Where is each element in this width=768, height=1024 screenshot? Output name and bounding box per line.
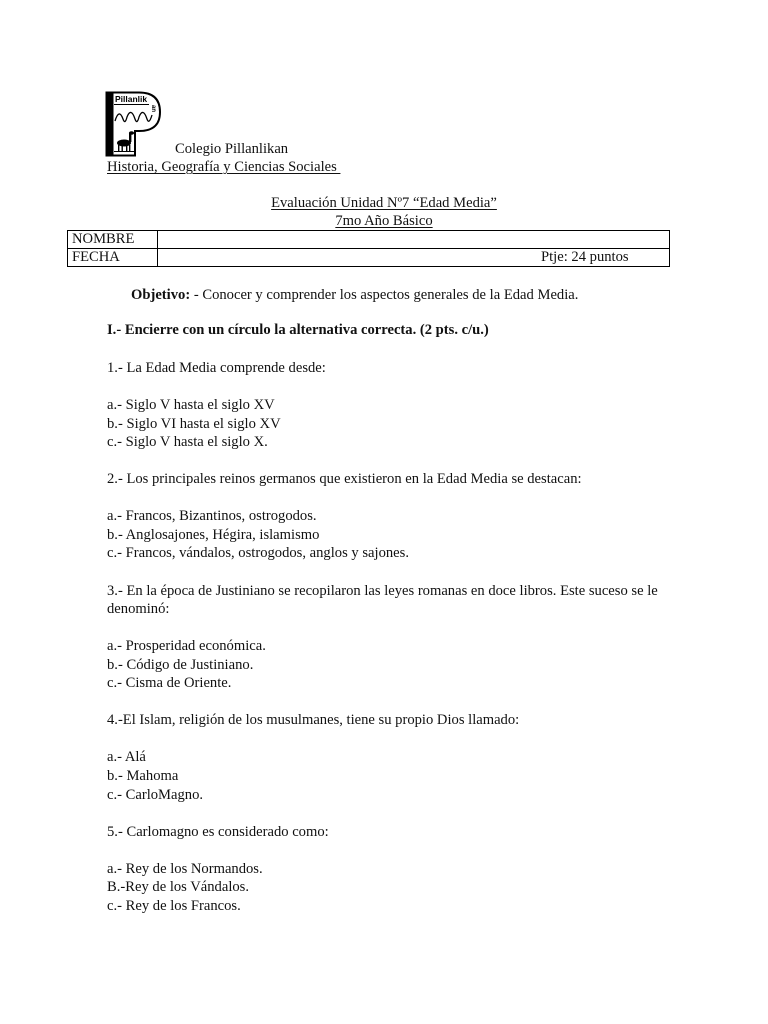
question-1 [107, 359, 677, 452]
logo-text-top: Pillanlik [115, 94, 148, 104]
option-b: b.- Siglo VI hasta el siglo XV [107, 415, 281, 432]
name-answer-cell [158, 231, 670, 249]
objective-text: - Conocer y comprender los aspectos generales de la Edad Media. [190, 287, 579, 303]
exam-grade-text: 7mo Año Básico [335, 213, 433, 229]
date-label: FECHA [68, 249, 158, 267]
option-c: c.- Cisma de Oriente. [107, 675, 232, 692]
option-a: a.- Alá [107, 749, 146, 766]
question-prompt: 3.- En la época de Justiniano se recopilaron las leyes romanas en doce libros. Este suceso se le denominó: [107, 582, 658, 618]
logo-text-side: an [150, 105, 156, 113]
question-list [107, 359, 677, 915]
option-list [107, 748, 677, 804]
exam-title [0, 194, 768, 212]
option-a: a.- Rey de los Normandos. [107, 860, 263, 877]
option-list [107, 860, 677, 916]
exam-grade [0, 212, 768, 230]
objective-label: Objetivo: [131, 287, 191, 303]
option-a: a.- Francos, Bizantinos, ostrogodos. [107, 508, 317, 525]
student-info-table [67, 230, 670, 267]
school-name: Colegio Pillanlikan [175, 141, 289, 157]
question-prompt: 4.-El Islam, religión de los musulmanes, tiene su propio Dios llamado: [107, 712, 520, 729]
option-list [107, 637, 677, 693]
question-prompt: 1.- La Edad Media comprende desde: [107, 360, 326, 376]
option-b: b.- Anglosajones, Hégira, islamismo [107, 526, 320, 543]
school-logo [105, 91, 161, 157]
question-4 [107, 711, 677, 804]
option-c: c.- CarloMagno. [107, 786, 204, 803]
option-a: a.- Prosperidad económica. [107, 638, 266, 655]
option-b: b.- Mahoma [107, 768, 179, 785]
option-c: c.- Siglo V hasta el siglo X. [107, 434, 268, 451]
question-prompt: 2.- Los principales reinos germanos que existieron en la Edad Media se destacan: [107, 471, 582, 488]
option-a: a.- Siglo V hasta el siglo XV [107, 397, 275, 414]
name-label: NOMBRE [68, 231, 158, 249]
option-c: c.- Rey de los Francos. [107, 897, 241, 914]
option-c: c.- Francos, vándalos, ostrogodos, anglos y sajones. [107, 545, 409, 562]
option-b: B.-Rey de los Vándalos. [107, 879, 250, 896]
section-title: I.- Encierre con un círculo la alternativa correcta. (2 pts. c/u.) [107, 322, 489, 338]
exam-title-text: Evaluación Unidad Nº7 “Edad Media” [271, 195, 497, 211]
question-5 [107, 823, 677, 916]
date-answer-cell [158, 249, 670, 267]
option-list [107, 507, 677, 563]
option-list [107, 396, 677, 452]
score-total: Ptje: 24 puntos [541, 249, 629, 265]
table-row-name [68, 231, 670, 249]
table-row-date [68, 249, 670, 267]
question-prompt: 5.- Carlomagno es considerado como: [107, 823, 329, 840]
subject-name: Historia, Geografía y Ciencias Sociales [107, 159, 341, 175]
question-2 [107, 470, 677, 563]
question-3 [107, 582, 677, 693]
option-b: b.- Código de Justiniano. [107, 656, 254, 673]
objective [131, 286, 578, 304]
logo-p-stem [107, 93, 114, 156]
